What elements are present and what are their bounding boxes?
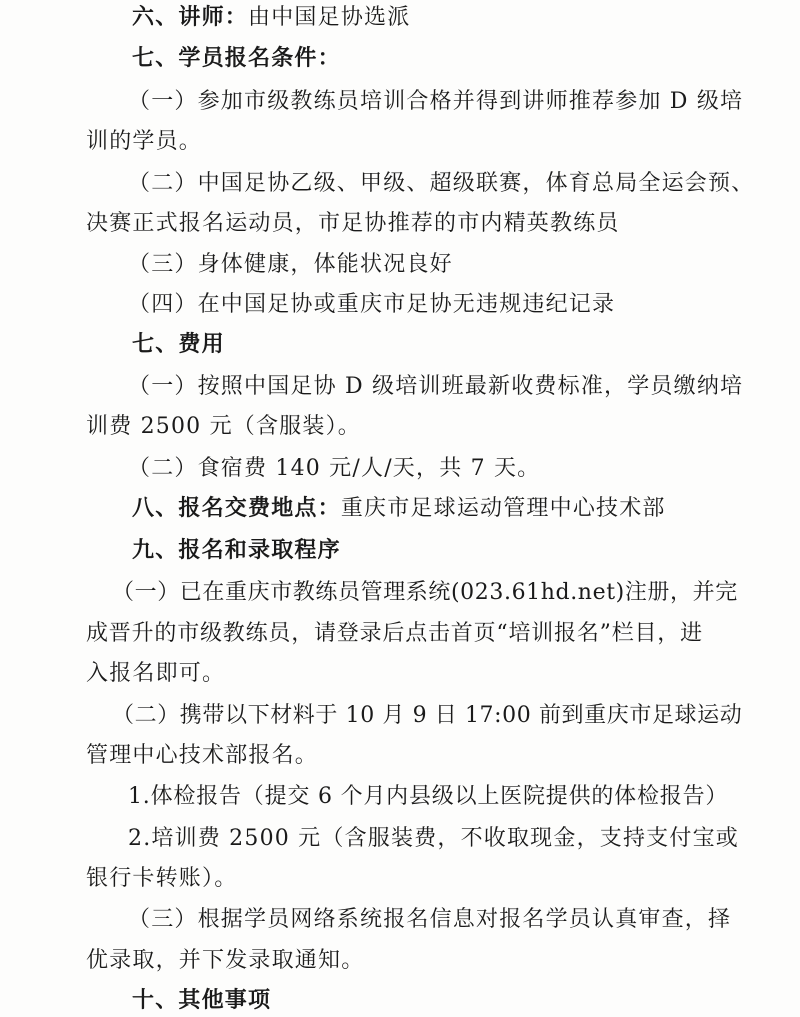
paragraph-line: （一）已在重庆市教练员管理系统(023.61hd.net)注册，并完 [112,580,738,605]
paragraph-line: （一）参加市级教练员培训合格并得到讲师推荐参加 D 级培 [128,89,744,114]
section-6-line [132,4,410,32]
section-9-heading [132,537,341,565]
paragraph-line: （二）食宿费 140 元/人/天，共 7 天。 [128,456,541,481]
section-heading: 十、其他事项 [132,988,272,1013]
paragraph-line: （三）根据学员网络系统报名信息对报名学员认真审查，择 [128,907,732,932]
section-heading: 九、报名和录取程序 [132,538,341,563]
paragraph-line: 1.体检报告（提交 6 个月内县级以上医院提供的体检报告） [128,784,729,809]
section-text: 由中国足协选派 [248,5,411,30]
section-7-heading [132,45,341,73]
section-text: 重庆市足球运动管理中心技术部 [340,496,666,521]
paragraph-line: 决赛正式报名运动员，市足协推荐的市内精英教练员 [86,211,620,236]
section-heading: 七、学员报名条件： [132,46,341,71]
paragraph-line: 2.培训费 2500 元（含服装费，不收取现金，支持支付宝或 [128,826,739,851]
paragraph-line: 训的学员。 [86,129,203,154]
section-heading: 六、讲师： [132,5,249,30]
paragraph-line: （一）按照中国足协 D 级培训班最新收费标准，学员缴纳培 [128,374,744,399]
section-heading: 七、费用 [132,332,225,357]
paragraph-line: （二）携带以下材料于 10 月 9 日 17:00 前到重庆市足球运动 [112,703,743,728]
section-8-line [132,495,666,523]
section-fee-heading [132,331,225,359]
paragraph-line: （四）在中国足协或重庆市足协无违规违纪记录 [128,292,616,317]
paragraph-line: 入报名即可。 [86,661,226,686]
section-10-heading [132,987,271,1015]
paragraph-line: （二）中国足协乙级、甲级、超级联赛，体育总局全运会预、 [128,171,755,196]
paragraph-line: 训费 2500 元（含服装）。 [86,414,361,439]
paragraph-line: 管理中心技术部报名。 [86,743,319,768]
paragraph-line: 优录取，并下发录取通知。 [86,948,365,973]
paragraph-line: 成晋升的市级教练员，请登录后点击首页“培训报名”栏目，进 [86,621,703,646]
section-heading: 八、报名交费地点： [132,496,341,521]
paragraph-line: 银行卡转账）。 [86,866,238,891]
paragraph-line: （三）身体健康，体能状况良好 [128,252,453,277]
